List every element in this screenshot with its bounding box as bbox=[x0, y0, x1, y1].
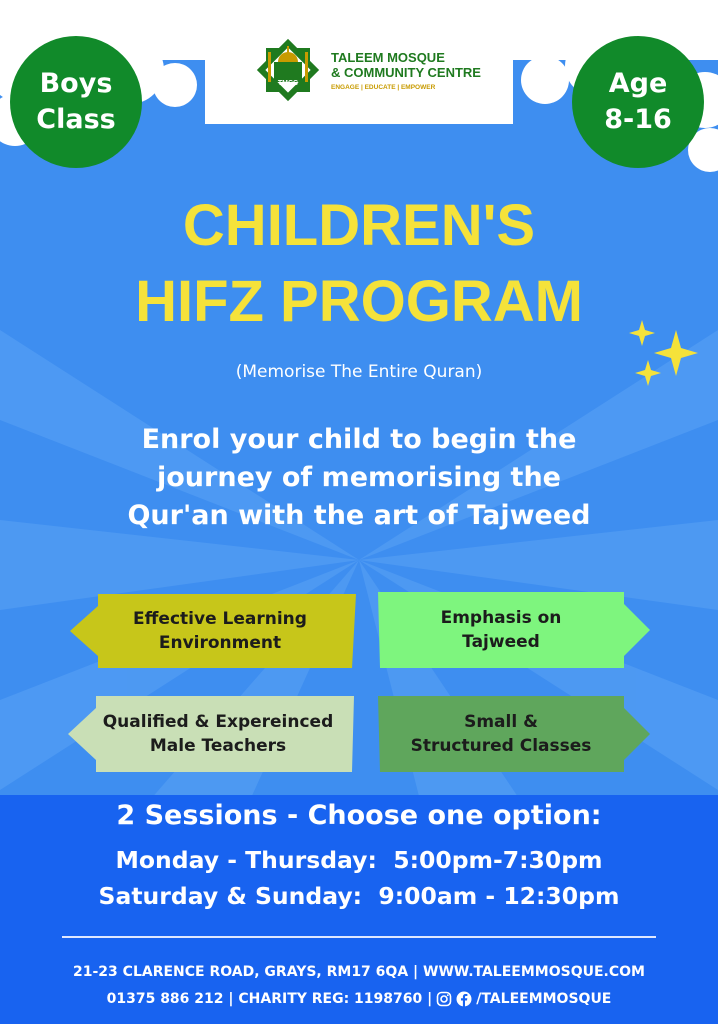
feature-qualified-teachers bbox=[66, 694, 356, 774]
boys-class-badge bbox=[10, 36, 142, 168]
logo-name-line2: & COMMUNITY CENTRE bbox=[331, 65, 481, 80]
sessions-heading: 2 Sessions - Choose one option: bbox=[116, 800, 602, 831]
intro-line2: journey of memorising the bbox=[157, 462, 561, 493]
feature-label: Environment bbox=[158, 633, 282, 653]
boys-class-text: Boys Class bbox=[36, 68, 116, 135]
footer-address: 21-23 CLARENCE ROAD, GRAYS, RM17 6QA | WWW.TALEEMMOSQUE.COM bbox=[73, 964, 645, 980]
emblem-text: TMCC bbox=[277, 80, 299, 87]
session-weekday: Monday - Thursday: 5:00pm-7:30pm bbox=[115, 846, 603, 874]
feature-learning-environment bbox=[68, 592, 358, 670]
age-range-text: Age 8-16 bbox=[604, 68, 672, 135]
feature-label: Male Teachers bbox=[149, 736, 287, 756]
divider bbox=[62, 936, 656, 938]
feature-label: Emphasis on bbox=[440, 608, 562, 628]
footer-contact bbox=[0, 991, 718, 1007]
feature-label: Qualified & Expereinced bbox=[102, 712, 334, 732]
footer-phone-charity: 01375 886 212 | CHARITY REG: 1198760 | bbox=[106, 991, 433, 1007]
logo-name bbox=[331, 50, 481, 80]
intro-line3: Qur'an with the art of Tajweed bbox=[127, 500, 591, 531]
page-edge bbox=[718, 0, 728, 1024]
feature-label: Small & bbox=[464, 712, 538, 732]
feature-label: Structured Classes bbox=[410, 736, 592, 756]
feature-small-classes bbox=[376, 694, 652, 774]
title-line1: CHILDREN'S bbox=[182, 193, 536, 258]
footer-social-handle: /TALEEMMOSQUE bbox=[476, 991, 612, 1007]
subtitle: (Memorise The Entire Quran) bbox=[235, 362, 483, 382]
facebook-icon bbox=[456, 991, 472, 1007]
logo-card bbox=[205, 14, 513, 124]
mosque-emblem-icon bbox=[255, 36, 321, 102]
title-line2: HIFZ PROGRAM bbox=[135, 269, 583, 334]
session-weekend: Saturday & Sunday: 9:00am - 12:30pm bbox=[98, 882, 620, 910]
age-range-badge bbox=[572, 36, 704, 168]
intro-line1: Enrol your child to begin the bbox=[141, 424, 577, 455]
feature-label: Tajweed bbox=[462, 632, 540, 652]
feature-tajweed-emphasis bbox=[376, 590, 652, 670]
logo-name-line1: TALEEM MOSQUE bbox=[331, 50, 445, 65]
feature-label: Effective Learning bbox=[133, 609, 307, 629]
logo-tagline: ENGAGE | EDUCATE | EMPOWER bbox=[331, 84, 436, 91]
instagram-icon bbox=[436, 991, 452, 1007]
